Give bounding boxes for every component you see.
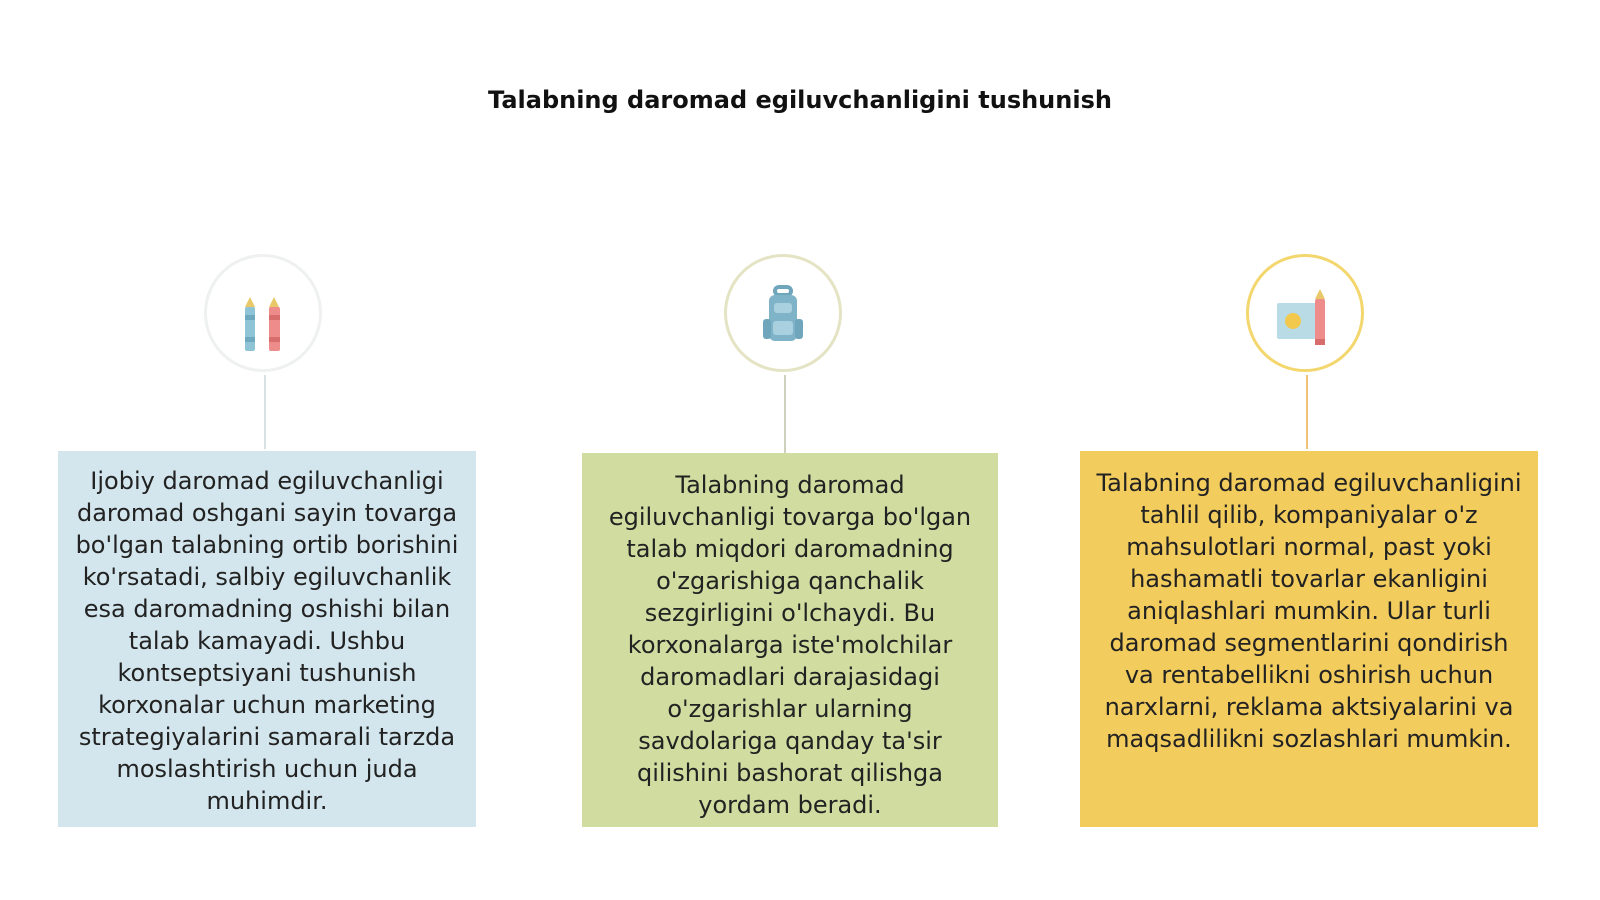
icon-circle bbox=[204, 254, 322, 372]
connector-line bbox=[1306, 375, 1308, 449]
card-text: Talabning daromad egiluvchanligi tovarga bo'lgan talab miqdori daromadning o'zgarishiga qanchalik sezgirligini o'lchaydi. Bu korxonalarga iste'molchilar daromadlari darajasidagi o'zgarishlar ularning savdolariga qanday ta'sir qilishini bashorat qilishga yordam beradi. bbox=[608, 471, 972, 819]
icon-circle bbox=[724, 254, 842, 372]
icon-circle bbox=[1246, 254, 1364, 372]
connector-line bbox=[264, 375, 266, 449]
card-text: Ijobiy daromad egiluvchanligi daromad oshgani sayin tovarga bo'lgan talabning ortib borishini ko'rsatadi, salbiy egiluvchanlik esa daromadning oshishi bilan talab kamayadi. Ushbu kontseptsiyani tushunish korxonalar uchun marketing strategiyalarini samarali tarzda moslashtirish uchun juda muhimdir. bbox=[75, 467, 459, 815]
crayons-icon bbox=[207, 257, 319, 369]
backpack-icon bbox=[727, 257, 839, 369]
card-text: Talabning daromad egiluvchanligini tahlil qilib, kompaniyalar o'z mahsulotlari normal, past yoki hashamatli tovarlar ekanligini aniqlashlari mumkin. Ular turli daromad segmentlarini qondirish va rentabellikni oshirish uchun narxlarni, reklama aktsiyalarini va maqsadlilikni sozlashlari mumkin. bbox=[1096, 469, 1522, 753]
page-title: Talabning daromad egiluvchanligini tushunish bbox=[488, 86, 1112, 114]
drawing-pencil-icon bbox=[1249, 257, 1361, 369]
connector-line bbox=[784, 375, 786, 453]
